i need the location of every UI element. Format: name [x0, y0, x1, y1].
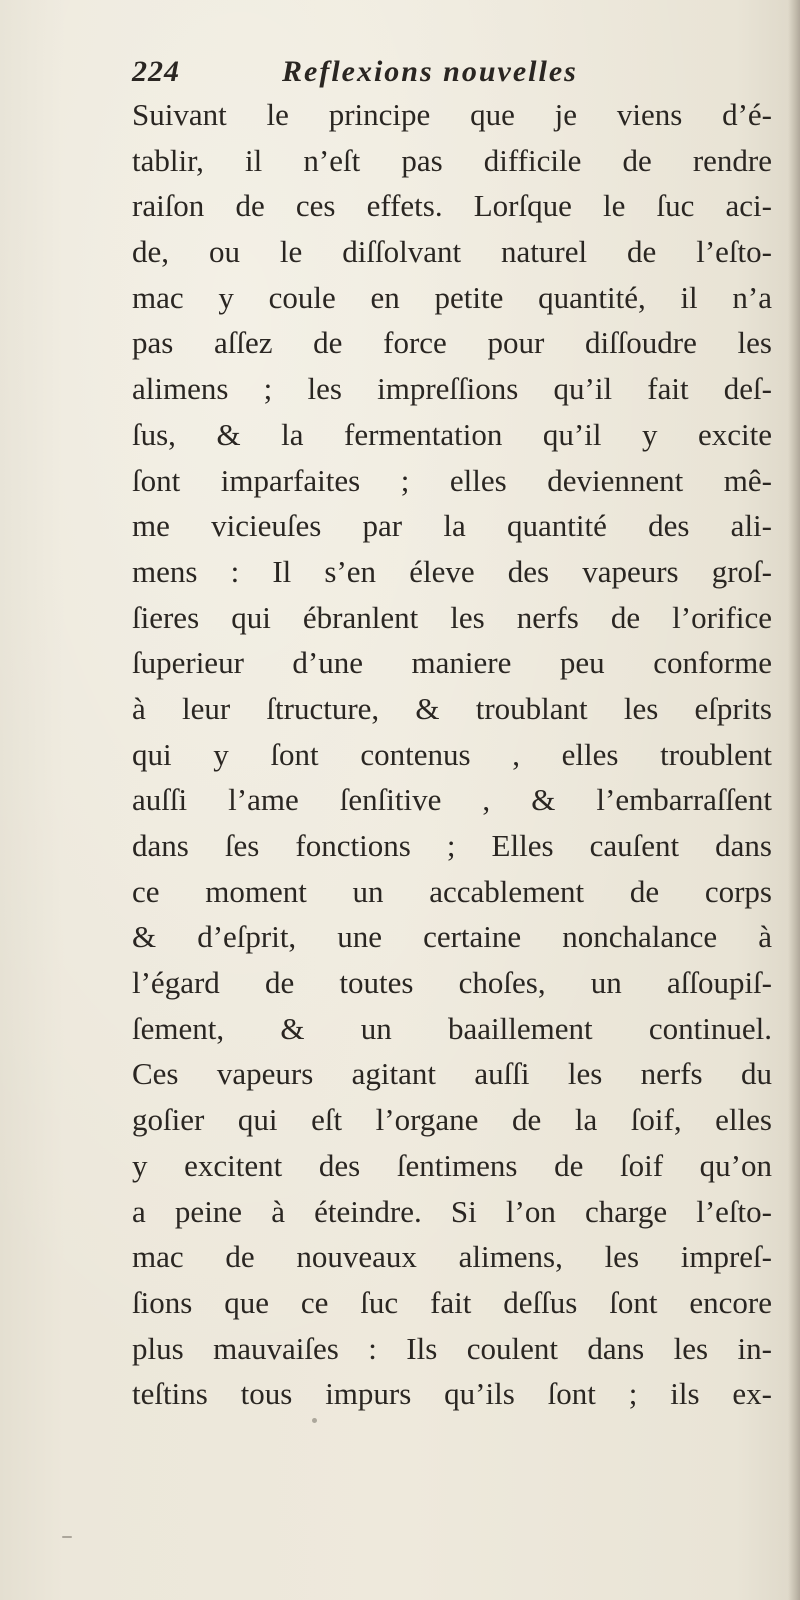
page-edge-shadow [788, 0, 800, 1600]
text-line: & d’eſprit, une certaine nonchalance à [132, 919, 772, 955]
text-line: pas aſſez de force pour diſſoudre les [132, 325, 772, 361]
text-line: Ces vapeurs agitant auſſi les nerfs du [132, 1056, 772, 1092]
paper-speck [312, 1418, 317, 1423]
text-line: mens : Il s’en éleve des vapeurs groſ- [132, 553, 772, 589]
text-line: me vicieuſes par la quantité des ali- [132, 508, 772, 544]
body-text [132, 92, 772, 1417]
text-line: goſier qui eſt l’organe de la ſoif, elles [132, 1102, 772, 1138]
text-line: Suivant le principe que je viens d’é- [132, 97, 772, 132]
text-line: dans ſes fonctions ; Elles cauſent dans [132, 828, 772, 863]
text-line: ſus, & la fermentation qu’il y excite [132, 416, 772, 452]
text-line: tablir, il n’eſt pas difficile de rendre [132, 142, 772, 178]
text-line: ſieres qui ébranlent les nerfs de l’orifice [132, 599, 772, 635]
text-line: plus mauvaiſes : Ils coulent dans les in- [132, 1330, 772, 1366]
text-line: y excitent des ſentimens de ſoif qu’on [132, 1147, 772, 1183]
text-line: mac de nouveaux alimens, les impreſ- [132, 1239, 772, 1275]
running-head-title: Reflexions nouvelles [282, 55, 578, 88]
text-line: auſſi l’ame ſenſitive , & l’embarraſſent [132, 782, 772, 818]
text-line: de, ou le diſſolvant naturel de l’eſto- [132, 234, 772, 270]
text-line: qui y ſont contenus , elles troublent [132, 736, 772, 772]
text-line: raiſon de ces effets. Lorſque le ſuc aci- [132, 188, 772, 224]
text-line: ſuperieur d’une maniere peu conforme [132, 645, 772, 681]
text-line: mac y coule en petite quantité, il n’a [132, 279, 772, 315]
text-line: ce moment un accablement de corps [132, 873, 772, 909]
text-line: teſtins tous impurs qu’ils ſont ; ils ex- [132, 1376, 772, 1412]
text-line: ſions que ce ſuc fait deſſus ſont encore [132, 1284, 772, 1320]
text-line: à leur ſtructure, & troublant les eſprits [132, 690, 772, 726]
text-line: a peine à éteindre. Si l’on charge l’eſto- [132, 1193, 772, 1229]
running-head [132, 52, 652, 92]
text-line: ſont imparfaites ; elles deviennent mê- [132, 462, 772, 498]
text-line: l’égard de toutes choſes, un aſſoupiſ- [132, 965, 772, 1001]
paper-speck [62, 1536, 72, 1538]
text-line: alimens ; les impreſſions qu’il fait deſ- [132, 371, 772, 407]
text-line: ſement, & un baaillement continuel. [132, 1010, 772, 1046]
page-number: 224 [132, 55, 180, 88]
